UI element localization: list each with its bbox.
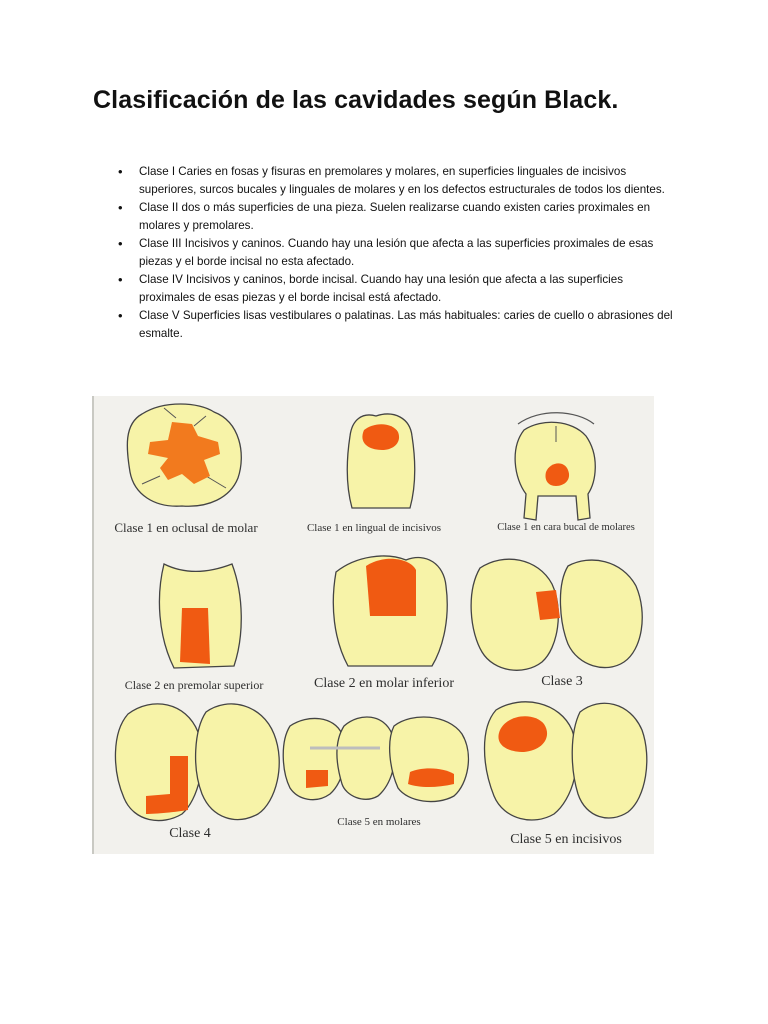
caption-clase-1-cara-bucal-molares: Clase 1 en cara bucal de molares [497,522,635,533]
caption-clase-5-incisivos: Clase 5 en incisivos [510,832,622,847]
list-item-clase-2: • Clase II dos o más superficies de una pieza. Suelen realizarse cuando existen caries proximales en molares y premolares. [118,199,678,235]
list-item-clase-3: • Clase III Incisivos y caninos. Cuando hay una lesión que afecta a las superficies proximales de esas piezas y el borde incisal no esta afectado. [118,235,678,271]
black-classification-figure [92,396,654,854]
teeth-illustration [94,396,654,854]
caption-clase-2-molar-inferior: Clase 2 en molar inferior [314,676,454,691]
caption-clase-5-molares: Clase 5 en molares [337,816,421,828]
list-item-clase-5: • Clase V Superficies lisas vestibulares o palatinas. Las más habituales: caries de cuello o abrasiones del esmalte. [118,307,678,343]
list-item-clase-4: • Clase IV Incisivos y caninos, borde incisal. Cuando hay una lesión que afecta a las superficies proximales de esas piezas y el borde incisal está afectado. [118,271,678,307]
caption-clase-4: Clase 4 [169,826,211,841]
tooth-clase-3 [471,559,642,670]
list-item-clase-1: • Clase I Caries en fosas y fisuras en premolares y molares, en superficies linguales de incisivos superiores, surcos bucales y linguales de molares y en los defectos estructurales de todos los dientes. [118,163,678,199]
tooth-premolar-superior [159,564,241,668]
classification-list [118,163,678,343]
tooth-molar-inferior [333,556,447,666]
tooth-incisor-lingual [347,414,415,508]
tooth-clase-5-molares [283,717,468,802]
page-title: Clasificación de las cavidades según Black. [93,86,619,114]
tooth-clase-4 [115,704,279,821]
caption-clase-1-lingual-incisivos: Clase 1 en lingual de incisivos [306,522,442,534]
tooth-molar-buccal [515,413,595,520]
tooth-clase-5-incisivos [485,702,647,820]
caption-clase-1-oclusal-molar: Clase 1 en oclusal de molar [114,520,258,535]
tooth-molar-occlusal [127,404,241,506]
caption-clase-3: Clase 3 [541,674,583,689]
caption-clase-2-premolar-superior: Clase 2 en premolar superior [124,678,264,692]
